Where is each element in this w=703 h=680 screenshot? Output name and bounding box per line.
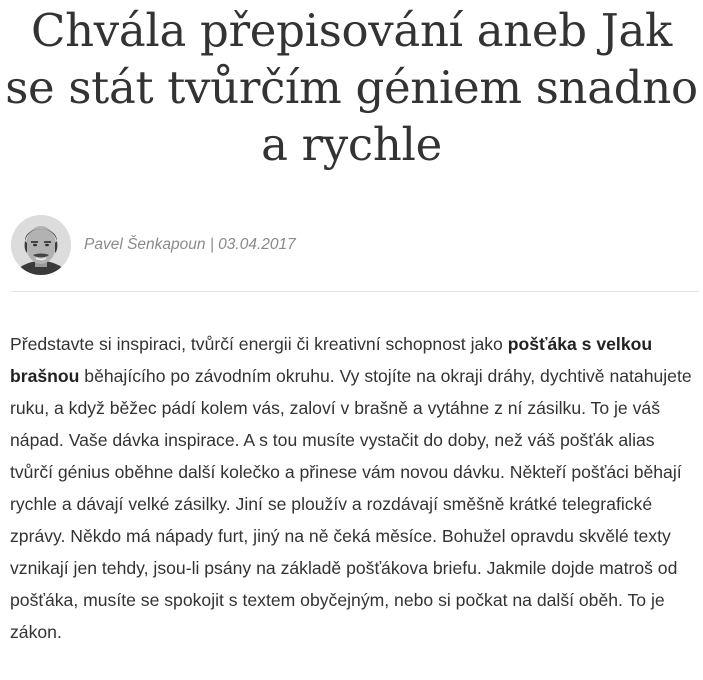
byline <box>84 236 296 254</box>
paragraph-rest: běhajícího po závodním okruhu. Vy stojíte na okraji dráhy, dychtivě natahujete ruku, a když běžec pádí kolem vás, zaloví v brašně a vytáhne z ní zásilku. To je váš nápad. Vaše dávka inspirace. A s tou musíte vystačit do doby, než váš pošťák alias tvůrčí génius oběhne další kolečko a přinese vám novou dávku. Někteří pošťáci běhají rychle a dávají velké zásilky. Jiní se ploužív a rozdávají směšně krátké telegrafické zprávy. Někdo má nápady furt, jiný na ně čeká měsíce. Bohužel opravdu skvělé texty vznikají jen tehdy, jsou-li psány na základě pošťákova briefu. Jakmile dojde matroš od pošťáka, musíte se spokojit s textem obyčejným, nebo si počkat na další oběh. To je zákon. <box>10 366 692 642</box>
article-title: Chvála přepisování aneb Jak se stát tvůrčím géniem snadno a rychle <box>5 4 698 171</box>
article-paragraph <box>10 328 700 648</box>
author-name[interactable]: Pavel Šenkapoun <box>84 236 206 253</box>
byline-separator: | <box>205 236 219 253</box>
author-avatar[interactable] <box>11 215 71 275</box>
paragraph-intro: Představte si inspiraci, tvůrčí energii či kreativní schopnost jako <box>10 334 508 354</box>
divider <box>11 291 699 292</box>
paragraph-highlight: pošťáka s velkou brašnou <box>10 334 653 386</box>
author-row <box>11 214 296 276</box>
author-avatar-portrait <box>11 215 71 275</box>
publish-date: 03.04.2017 <box>218 236 296 253</box>
